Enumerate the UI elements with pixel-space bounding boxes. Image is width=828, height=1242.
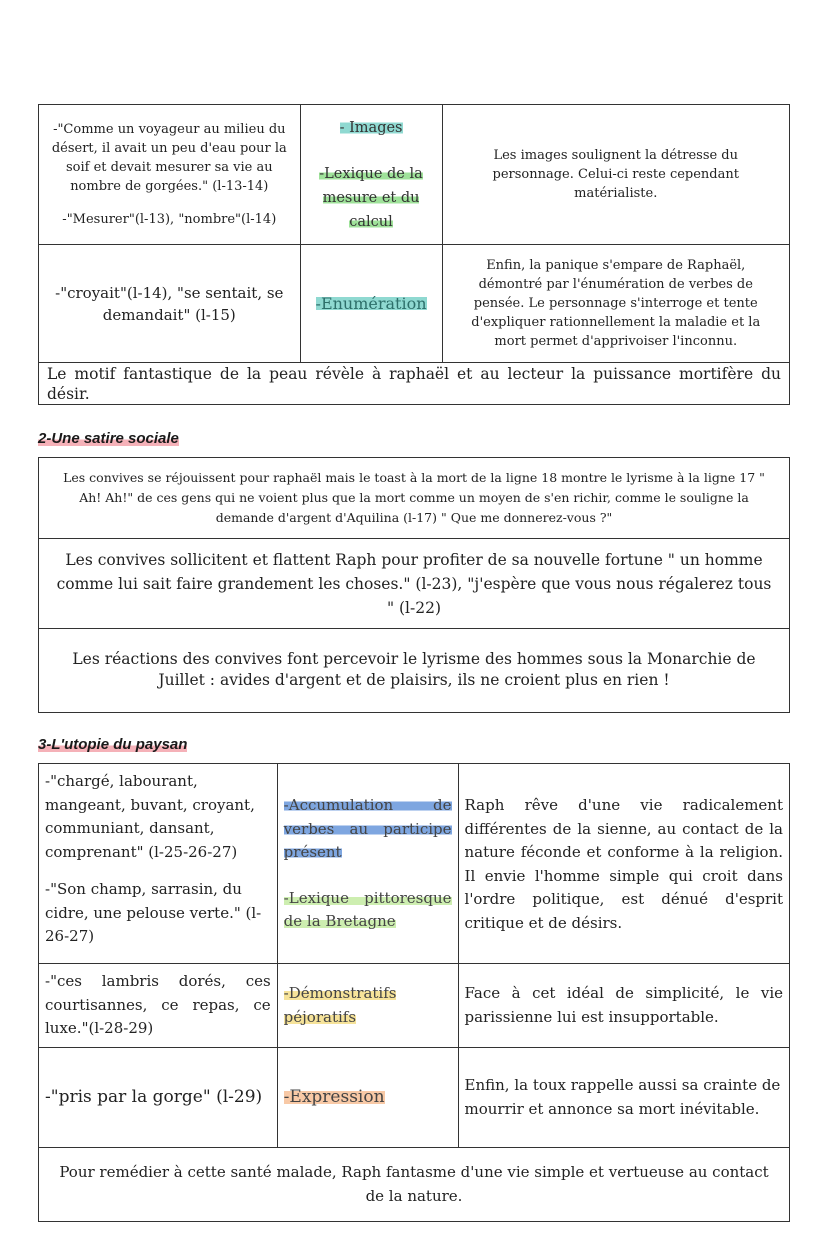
process-cell: [300, 105, 442, 245]
analysis-text: Enfin, la toux rappelle aussi sa crainte de mourrir et annonce sa mort inévitable.: [464, 1076, 781, 1118]
conclusion-text: Le motif fantastique de la peau révèle à raphaël et au lecteur la puissance mortifère du désir.: [47, 364, 781, 403]
conclusion-text: Pour remédier à cette santé malade, Raph fantasme d'une vie simple et vertueuse au contact de la nature.: [59, 1163, 769, 1205]
analysis-text: Face à cet idéal de simplicité, le vie parissienne lui est insupportable.: [464, 984, 783, 1026]
table-row: [39, 1048, 790, 1148]
process-cell: [277, 964, 458, 1048]
process-label: -Lexique pittoresque de la Bretagne: [283, 888, 452, 930]
analysis-text: Les images soulignent la détresse du personnage. Celui-ci reste cependant matérialiste.: [492, 148, 739, 201]
process-label: -Expression: [283, 1086, 385, 1107]
analysis-text: Enfin, la panique s'empare de Raphaël, démontré par l'énumération de verbes de pensée. Le personnage s'interroge et tente d'expliquer rationnellement la maladie et la mort permet d'apprivoiser l'inconnu.: [471, 258, 761, 349]
quote-cell: [39, 964, 278, 1048]
analysis-text: Raph rêve d'une vie radicalement différentes de la sienne, au contact de la nature féconde et conforme à la religion. Il envie l'homme simple qui croit dans l'ordre politique, est dénué d'esprit critique et de désirs.: [464, 796, 783, 932]
analysis-cell: [442, 245, 790, 363]
table-row: [39, 964, 790, 1048]
quote-cell: [39, 764, 278, 964]
quote-text: -"pris par la gorge" (l-29): [45, 1086, 263, 1107]
process-label: -Enumération: [315, 294, 427, 313]
section-title: 3-L'utopie du paysan: [38, 736, 188, 753]
table-row: [39, 363, 790, 405]
analysis-table-1: [38, 104, 790, 405]
section-title: 2-Une satire sociale: [38, 430, 179, 447]
satire-cell: [39, 458, 789, 539]
conclusion-cell: [39, 363, 790, 405]
quote-cell: [39, 1048, 278, 1148]
satire-box: [38, 457, 790, 713]
satire-cell: [39, 539, 789, 629]
satire-text: Les réactions des convives font percevoir le lyrisme des hommes sous la Monarchie de Juillet : avides d'argent et de plaisirs, ils ne croient plus en rien !: [72, 650, 756, 689]
table-row: [39, 245, 790, 363]
quote-text: -"Mesurer"(l-13), "nombre"(l-14): [62, 212, 277, 227]
quote-text: -"Son champ, sarrasin, du cidre, une pelouse verte." (l-26-27): [45, 880, 262, 945]
analysis-cell: [458, 764, 789, 964]
process-label: - Images: [339, 119, 403, 136]
quote-cell: [39, 245, 301, 363]
conclusion-cell: [39, 1148, 790, 1222]
process-label: -Démonstratifs péjoratifs: [283, 984, 397, 1026]
process-cell: [277, 1048, 458, 1148]
process-cell: [277, 764, 458, 964]
process-label: -Lexique de la mesure et du calcul: [319, 165, 423, 230]
analysis-cell: [458, 964, 789, 1048]
quote-text: -"croyait"(l-14), "se sentait, se demandait" (l-15): [55, 283, 284, 324]
satire-cell: [39, 629, 789, 711]
process-label: -Accumulation de verbes au participe présent: [283, 796, 452, 861]
analysis-table-3: [38, 763, 790, 1222]
table-row: [39, 1148, 790, 1222]
process-cell: [300, 245, 442, 363]
analysis-cell: [442, 105, 790, 245]
quote-cell: [39, 105, 301, 245]
quote-text: -"Comme un voyageur au milieu du désert, il avait un peu d'eau pour la soif et devait mesurer sa vie au nombre de gorgées." (l-13-14): [51, 122, 287, 194]
quote-text: -"ces lambris dorés, ces courtisannes, ce repas, ce luxe."(l-28-29): [45, 972, 271, 1038]
quote-text: -"chargé, labourant, mangeant, buvant, croyant, communiant, dansant, comprenant" (l-25-26-27): [45, 772, 255, 861]
analysis-cell: [458, 1048, 789, 1148]
satire-text: Les convives se réjouissent pour raphaël mais le toast à la mort de la ligne 18 montre le lyrisme à la ligne 17 " Ah! Ah!" de ces gens qui ne voient plus que la mort comme un moyen de s'en richir, comme le souligne la demande d'argent d'Aquilina (l-17) " Que me donnerez-vous ?": [63, 470, 765, 525]
table-row: [39, 764, 790, 964]
satire-text: Les convives sollicitent et flattent Raph pour profiter de sa nouvelle fortune " un homme comme lui sait faire grandement les choses." (l-23), "j'espère que vous nous régalerez tous " (l-22): [56, 550, 772, 617]
table-row: [39, 105, 790, 245]
